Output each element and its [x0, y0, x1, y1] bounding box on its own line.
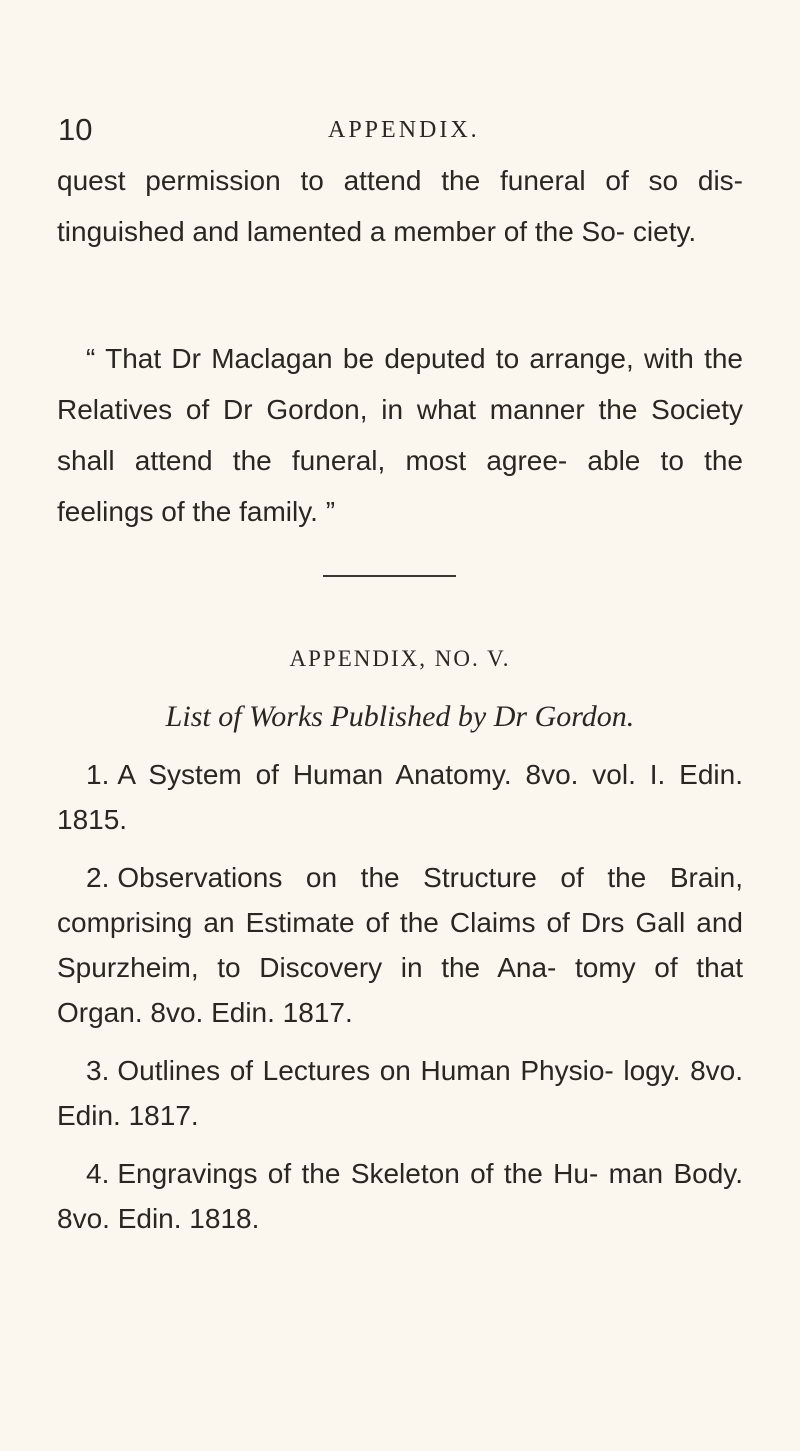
list-item — [57, 855, 743, 1035]
list-item — [57, 1048, 743, 1138]
works-list-title: List of Works Published by Dr Gordon. — [165, 700, 635, 733]
item-number: 3. — [86, 1055, 110, 1086]
page-number: 10 — [58, 112, 93, 147]
appendix-heading: APPENDIX, NO. V. — [289, 646, 511, 671]
item-text: A System of Human Anatomy. 8vo. vol. I. Edin. 1815. — [57, 759, 743, 835]
running-title: APPENDIX. — [328, 117, 480, 143]
list-item — [57, 752, 743, 842]
paragraph-continuation: quest permission to attend the funeral of so dis- tinguished and lamented a member of the So- ciety. — [57, 165, 743, 247]
item-text: Engravings of the Skeleton of the Hu- man Body. 8vo. Edin. 1818. — [57, 1158, 743, 1234]
running-head — [58, 110, 740, 150]
paragraph-resolution: “ That Dr Maclagan be deputed to arrange, with the Relatives of Dr Gordon, in what manner the Society shall attend the funeral, most agree- able to the feelings of the family. ” — [57, 343, 743, 527]
item-number: 4. — [86, 1158, 110, 1189]
section-divider — [323, 575, 456, 577]
works-list — [57, 752, 743, 1254]
item-text: Observations on the Structure of the Brain, comprising an Estimate of the Claims of Drs Gall and Spurzheim, to Discovery in the Ana- tomy of that Organ. 8vo. Edin. 1817. — [57, 862, 743, 1028]
item-number: 2. — [86, 862, 110, 893]
item-number: 1. — [86, 759, 110, 790]
item-text: Outlines of Lectures on Human Physio- logy. 8vo. Edin. 1817. — [57, 1055, 743, 1131]
list-item — [57, 1151, 743, 1241]
